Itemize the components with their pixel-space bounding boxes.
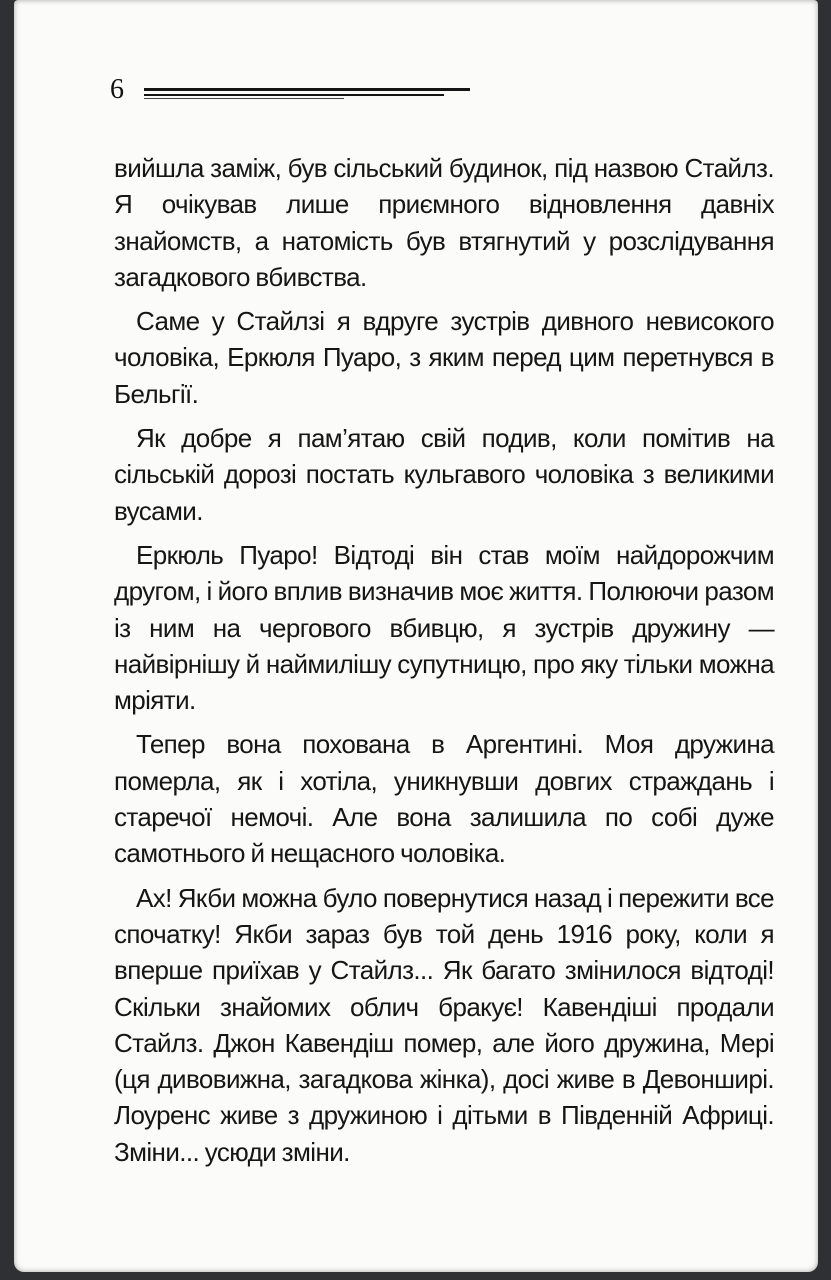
header-rule xyxy=(144,84,470,104)
paragraph: Саме у Стайлзі я вдруге зустрів дивного невисокого чоловіка, Еркюля Пуаро, з яким перед цим перетнувся в Бельгії. xyxy=(114,306,774,409)
paragraph: вийшла заміж, був сільський будинок, під назвою Стайлз. Я очікував лише приємного відновлення давніх знайомств, а натомість був втягнутий у розслідування загадкового вбивства. xyxy=(114,153,774,292)
paragraph: Ах! Якби можна було повернутися назад і пережити все спочатку! Якби зараз був той день 1916 року, коли я вперше приїхав у Стайлз... Як багато змінилося відтоді! Скільки знайомих облич бракує! Кавендіші продали Стайлз. Джон Кавендіш помер, але його дружина, Мері (ця дивовижна, загадкова жінка), досі живе в Девонширі. Лоуренс живе з дружиною і дітьми в Південній Африці. Зміни... усюди зміни. xyxy=(114,882,774,1167)
header-rule-thick xyxy=(144,88,470,91)
paragraph: Еркюль Пуаро! Відтоді він став моїм найдорожчим другом, і його вплив визначив моє життя. Полюючи разом із ним на чергового вбивцю, я зустрів дружину — найвірнішу й наймилішу супутницю, про яку тільки можна мріяти. xyxy=(114,539,774,716)
book-page xyxy=(14,0,818,1272)
body-text xyxy=(114,150,774,1178)
page-number: 6 xyxy=(110,74,124,105)
paragraph: Тепер вона похована в Аргентині. Моя дружина померла, як і хотіла, уникнувши довгих страждань і старечої немочі. Але вона залишила по собі дуже самотнього й нещасного чоловіка. xyxy=(114,729,774,869)
paragraph: Як добре я пам’ятаю свій подив, коли помітив на сільській дорозі постать кульгавого чоловіка з великими вусами. xyxy=(114,423,774,526)
page-header xyxy=(110,72,530,112)
header-rule-thin xyxy=(144,94,444,96)
header-rule-faint xyxy=(144,98,344,99)
